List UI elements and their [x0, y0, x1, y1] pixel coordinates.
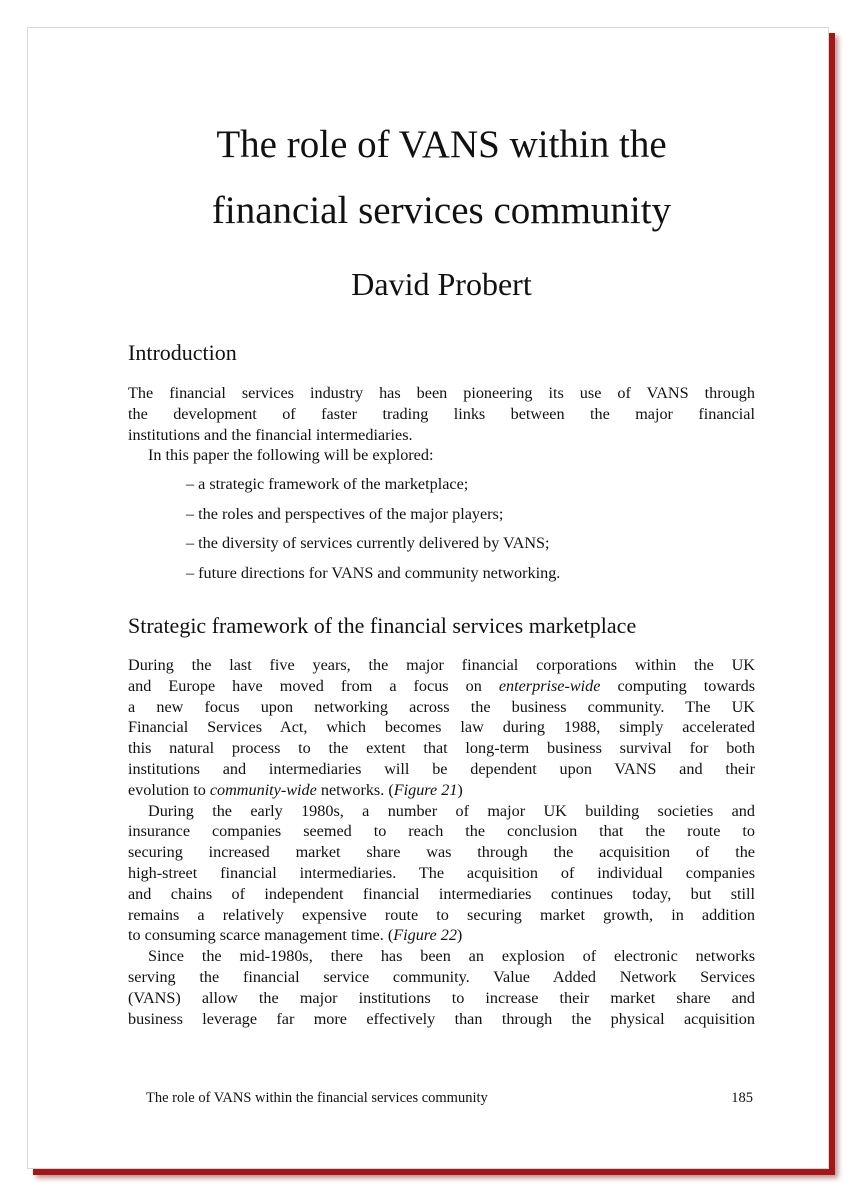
text-line: The financial services industry has been pioneering its use of VANS through: [128, 384, 755, 402]
text-line: Financial Services Act, which becomes law during 1988, simply accelerated: [128, 718, 755, 737]
intro-paragraph-2: In this paper the following will be explored:: [148, 446, 434, 465]
intro-bullet-list: [186, 470, 746, 588]
text-line: insurance companies seemed to reach the conclusion that the route to: [128, 822, 755, 841]
list-item: – a strategic framework of the marketplace;: [186, 475, 469, 493]
title-line-2: financial services community: [211, 189, 672, 232]
section-heading-strategic-framework: Strategic framework of the financial services marketplace: [128, 613, 637, 638]
text-line: remains a relatively expensive route to securing market growth, in addition: [128, 905, 755, 924]
section-heading-introduction: Introduction: [128, 340, 237, 365]
title-line-1: The role of VANS within the: [216, 123, 667, 166]
list-item: – future directions for VANS and community networking.: [186, 563, 561, 582]
text-line: high-street financial intermediaries. The acquisition of individual companies: [128, 863, 755, 882]
text-segment: evolution to: [128, 780, 210, 799]
text-line: During the last five years, the major financial corporations within the UK: [128, 656, 755, 674]
text-line: (VANS) allow the major institutions to increase their market share and: [128, 988, 755, 1007]
text-line: [128, 780, 755, 801]
figure-reference: Figure 22: [393, 926, 457, 945]
paper-title: [128, 112, 755, 244]
text-line: During the early 1980s, a number of major UK building societies and: [148, 801, 755, 820]
list-item: – the roles and perspectives of the major players;: [186, 504, 504, 523]
text-line: Since the mid-1980s, there has been an explosion of electronic networks: [148, 947, 755, 966]
text-line: [128, 925, 755, 946]
text-segment: ): [457, 780, 463, 799]
running-footer-title: The role of VANS within the financial services community: [146, 1090, 488, 1106]
strategic-paragraphs: [128, 655, 755, 1029]
text-segment: to consuming scarce management time. (: [128, 926, 394, 945]
text-line: and chains of independent financial intermediaries continues today, but still: [128, 884, 755, 903]
emphasis-text: enterprise-wide: [498, 676, 601, 695]
author-name: David Probert: [351, 266, 532, 302]
text-line: business leverage far more effectively than through the physical acquisition: [128, 1009, 755, 1028]
text-line: institutions and intermediaries will be dependent upon VANS and their: [128, 759, 755, 778]
text-segment: networks. (: [316, 780, 394, 799]
text-segment: and Europe have moved from a focus on: [128, 676, 499, 695]
figure-reference: Figure 21: [393, 780, 458, 799]
text-line: the development of faster trading links between the major financial: [128, 404, 755, 423]
text-line: serving the financial service community. Value Added Network Services: [128, 967, 755, 986]
text-line: [128, 676, 755, 697]
text-line: a new focus upon networking across the business community. The UK: [128, 697, 755, 716]
page-number: 185: [731, 1090, 753, 1106]
text-segment: ): [456, 926, 463, 945]
intro-paragraph-1: [128, 383, 755, 466]
text-line: institutions and the financial intermediaries.: [128, 425, 413, 444]
text-line: this natural process to the extent that long-term business survival for both: [128, 739, 755, 758]
emphasis-text: community-wide: [209, 780, 317, 799]
text-segment: computing towards: [600, 676, 755, 695]
list-item: – the diversity of services currently delivered by VANS;: [186, 534, 550, 552]
text-line: securing increased market share was through the acquisition of the: [128, 843, 755, 862]
